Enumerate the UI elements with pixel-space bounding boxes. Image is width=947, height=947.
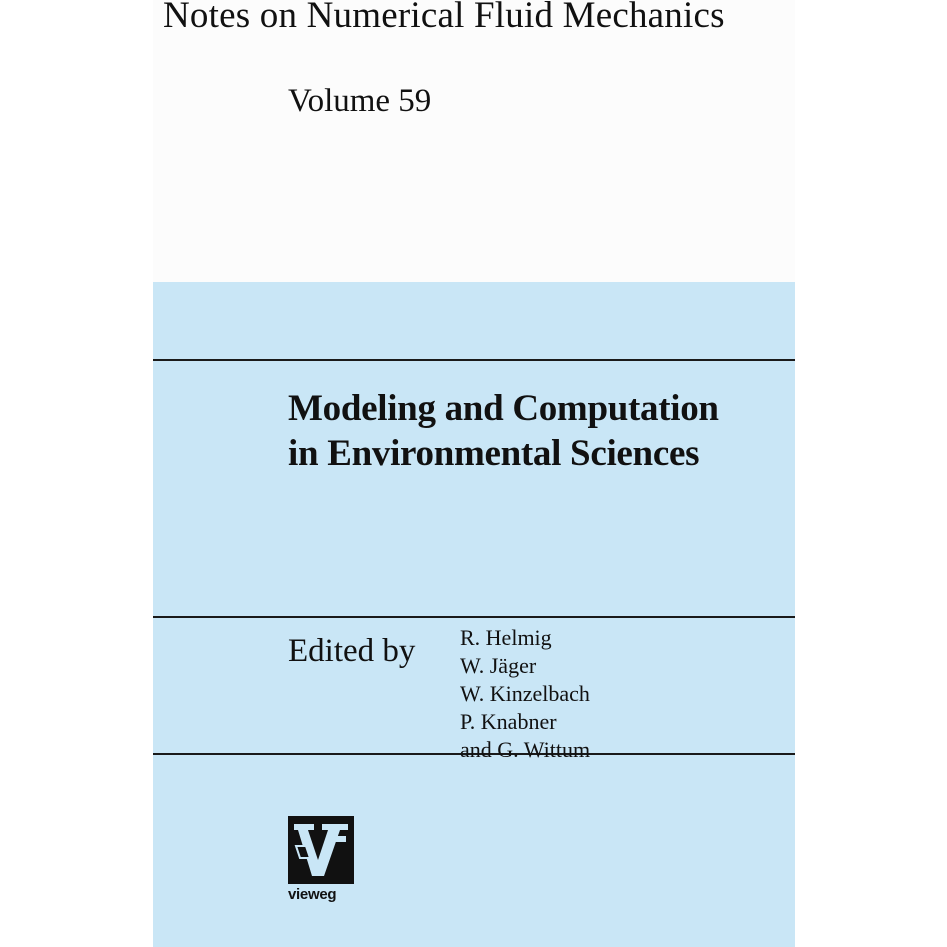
series-title: Notes on Numerical Fluid Mechanics xyxy=(163,0,725,36)
editor-name: W. Kinzelbach xyxy=(460,681,590,706)
book-title xyxy=(288,386,719,476)
divider-rule-middle xyxy=(153,616,795,618)
volume-number: Volume 59 xyxy=(288,83,432,119)
publisher-name: vieweg xyxy=(288,886,337,903)
edited-by-label: Edited by xyxy=(288,633,416,669)
blue-panel xyxy=(153,282,795,947)
vieweg-logo xyxy=(288,816,354,906)
editor-name: W. Jäger xyxy=(460,653,537,678)
vieweg-logo-icon xyxy=(288,816,354,884)
book-title-line-1: Modeling and Computation xyxy=(288,388,719,429)
divider-rule-top xyxy=(153,359,795,361)
editor-name: R. Helmig xyxy=(460,625,552,650)
editor-list xyxy=(460,624,590,764)
book-title-line-2: in Environmental Sciences xyxy=(288,433,700,474)
editor-name: P. Knabner xyxy=(460,709,557,734)
editor-name: and G. Wittum xyxy=(460,737,591,762)
